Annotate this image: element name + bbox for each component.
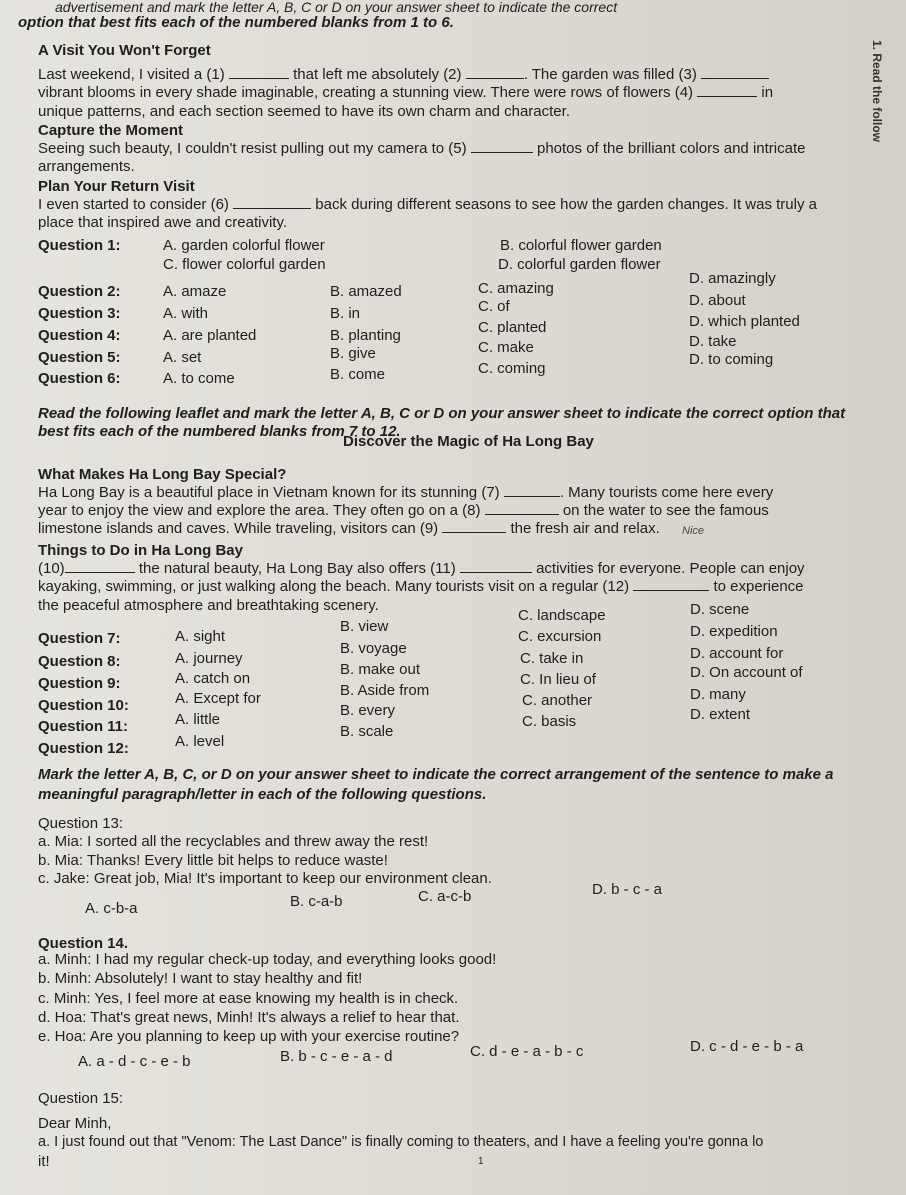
option-c[interactable]: C. a-c-b xyxy=(418,888,472,905)
passage1-line-2 xyxy=(38,84,773,102)
leaflet-line-6: the peaceful atmosphere and breathtaking scenery. xyxy=(38,597,379,614)
passage1-line-5: arrangements. xyxy=(38,158,135,175)
leaflet-text: activities for everyone. People can enjoy xyxy=(536,560,805,577)
passage1-text: Seeing such beauty, I couldn't resist pulling out my camera to (5) xyxy=(38,140,467,157)
line-c: c. Jake: Great job, Mia! It's important to keep our environment clean. xyxy=(38,870,492,887)
option-d[interactable]: D. account for xyxy=(690,645,784,662)
option-b[interactable]: B. amazed xyxy=(330,283,402,300)
option-b[interactable]: B. view xyxy=(340,618,389,635)
option-b[interactable]: B. make out xyxy=(340,661,421,678)
blank-7 xyxy=(504,484,560,497)
option-a[interactable]: A. are planted xyxy=(163,327,257,344)
passage1-text: Last weekend, I visited a (1) xyxy=(38,66,225,83)
blank-11 xyxy=(460,560,532,573)
blank-3 xyxy=(701,66,769,79)
option-d[interactable]: D. scene xyxy=(690,601,750,618)
line-a: a. I just found out that "Venom: The Last Dance" is finally coming to theaters, and I have a feeling you're gonna lo xyxy=(38,1134,764,1150)
question-label: Question 4: xyxy=(38,327,121,344)
option-d[interactable]: D. On account of xyxy=(690,664,803,681)
option-a[interactable]: A. journey xyxy=(175,650,243,667)
passage1-line-3: unique patterns, and each section seemed to have its own charm and character. xyxy=(38,103,570,120)
passage1-text: in xyxy=(761,84,774,101)
blank-10 xyxy=(65,560,135,573)
passage1-text: photos of the brilliant colors and intricate xyxy=(536,140,806,157)
option-b[interactable]: B. come xyxy=(330,366,386,383)
blank-8 xyxy=(485,502,559,515)
question-label: Question 1: xyxy=(38,237,121,254)
question-label: Question 15: xyxy=(38,1090,124,1107)
question-label: Question 9: xyxy=(38,675,121,692)
leaflet-text: kayaking, swimming, or just walking along the beach. Many tourists visit on a regular (12) xyxy=(38,578,630,595)
question-label: Question 11: xyxy=(38,718,129,735)
blank-6 xyxy=(233,196,311,209)
option-d[interactable]: D. which planted xyxy=(689,313,800,330)
line-b: b. Minh: Absolutely! I want to stay healthy and fit! xyxy=(38,970,363,987)
passage1-text: that left me absolutely (2) xyxy=(293,66,462,83)
leaflet-text: (10) xyxy=(38,560,65,577)
passage1-text: . The garden was filled (3) xyxy=(523,66,697,83)
header-line-1: advertisement and mark the letter A, B, C or D on your answer sheet to indicate the correct xyxy=(55,0,618,15)
side-text: 1. Read the follow xyxy=(870,40,884,143)
leaflet-subtitle-2: Things to Do in Ha Long Bay xyxy=(38,542,243,559)
option-a[interactable]: A. a - d - c - e - b xyxy=(78,1053,191,1070)
option-d[interactable]: D. about xyxy=(689,292,746,309)
option-d[interactable]: D. expedition xyxy=(690,623,778,640)
blank-9 xyxy=(442,520,506,533)
letter-greeting: Dear Minh, xyxy=(38,1115,112,1132)
line-c: c. Minh: Yes, I feel more at ease knowing my health is in check. xyxy=(38,990,459,1007)
passage1-line-6 xyxy=(38,196,817,214)
question-label: Question 5: xyxy=(38,349,121,366)
option-c[interactable]: C. another xyxy=(522,692,593,709)
option-c[interactable]: C. make xyxy=(478,339,534,356)
passage1-text: I even started to consider (6) xyxy=(38,196,229,213)
question-label: Question 2: xyxy=(38,283,121,300)
passage1-text: back during different seasons to see how the garden changes. It was truly a xyxy=(315,196,817,213)
option-b[interactable]: B. colorful flower garden xyxy=(500,237,662,254)
header-line-2: option that best fits each of the numbered blanks from 1 to 6. xyxy=(18,14,454,31)
option-b[interactable]: B. c-a-b xyxy=(290,893,343,910)
question-label: Question 7: xyxy=(38,630,121,647)
passage1-text: vibrant blooms in every shade imaginable, creating a stunning view. There were rows of flowers (4) xyxy=(38,84,694,101)
leaflet-text: the natural beauty, Ha Long Bay also offers (11) xyxy=(138,560,456,577)
option-a[interactable]: A. sight xyxy=(175,628,226,645)
passage1-line-7: place that inspired awe and creativity. xyxy=(38,214,288,231)
option-b[interactable]: B. every xyxy=(340,702,396,719)
option-d[interactable]: D. extent xyxy=(690,706,751,723)
page-number: 1 xyxy=(478,1156,484,1167)
option-b[interactable]: B. in xyxy=(330,305,361,322)
leaflet-line-2 xyxy=(38,502,769,520)
blank-4 xyxy=(697,84,757,97)
leaflet-line-3 xyxy=(38,520,660,538)
option-b[interactable]: B. Aside from xyxy=(340,682,430,699)
question-label: Question 13: xyxy=(38,815,124,832)
line-tail: it! xyxy=(38,1153,50,1170)
option-c[interactable]: C. take in xyxy=(520,650,584,667)
option-a[interactable]: A. with xyxy=(163,305,209,322)
question-label: Question 8: xyxy=(38,653,121,670)
option-a[interactable]: A. garden colorful flower xyxy=(163,237,325,254)
option-d[interactable]: D. to coming xyxy=(689,351,774,368)
passage1-subtitle-1: Capture the Moment xyxy=(38,122,184,139)
leaflet-text: Ha Long Bay is a beautiful place in Vietnam known for its stunning (7) xyxy=(38,484,500,501)
option-a[interactable]: A. catch on xyxy=(175,670,251,687)
question-label: Question 14. xyxy=(38,935,129,952)
leaflet-subtitle-1: What Makes Ha Long Bay Special? xyxy=(38,466,287,483)
leaflet-text: the fresh air and relax. xyxy=(510,520,660,537)
option-d[interactable]: D. colorful garden flower xyxy=(498,256,661,273)
question-label: Question 3: xyxy=(38,305,121,322)
line-b: b. Mia: Thanks! Every little bit helps to reduce waste! xyxy=(38,852,388,869)
line-d: d. Hoa: That's great news, Minh! It's always a relief to hear that. xyxy=(38,1009,460,1026)
option-c[interactable]: C. excursion xyxy=(518,628,602,645)
leaflet-line-1 xyxy=(38,484,773,502)
instruction-2-line-2: best fits each of the numbered blanks from 7 to 12. xyxy=(38,423,401,440)
option-c[interactable]: C. landscape xyxy=(518,607,606,624)
option-c[interactable]: C. d - e - a - b - c xyxy=(470,1043,584,1060)
option-d[interactable]: D. many xyxy=(690,686,746,703)
option-d[interactable]: D. amazingly xyxy=(689,270,776,287)
leaflet-title: Discover the Magic of Ha Long Bay xyxy=(343,433,594,450)
option-a[interactable]: A. c-b-a xyxy=(85,900,138,917)
option-a[interactable]: A. little xyxy=(175,711,221,728)
option-c[interactable]: C. coming xyxy=(478,360,546,377)
option-b[interactable]: B. give xyxy=(330,345,376,362)
leaflet-line-5 xyxy=(38,578,804,596)
option-b[interactable]: B. planting xyxy=(330,327,401,344)
leaflet-line-4 xyxy=(38,560,805,578)
passage1-line-1 xyxy=(38,66,769,84)
instruction-2-line-1: Read the following leaflet and mark the letter A, B, C or D on your answer sheet to indicate the correct option that xyxy=(38,405,846,422)
option-b[interactable]: B. voyage xyxy=(340,640,407,657)
option-d[interactable]: D. c - d - e - b - a xyxy=(690,1038,804,1055)
option-a[interactable]: A. set xyxy=(163,349,202,366)
option-a[interactable]: A. Except for xyxy=(175,690,261,707)
blank-2 xyxy=(466,66,524,79)
leaflet-text: on the water to see the famous xyxy=(562,502,769,519)
option-b[interactable]: B. scale xyxy=(340,723,394,740)
option-a[interactable]: A. amaze xyxy=(163,283,227,300)
option-c[interactable]: C. of xyxy=(478,298,510,315)
option-d[interactable]: D. b - c - a xyxy=(592,881,663,898)
passage1-title: A Visit You Won't Forget xyxy=(38,42,211,59)
blank-5 xyxy=(471,140,533,153)
handwritten-note: Nice xyxy=(682,525,705,537)
line-e: e. Hoa: Are you planning to keep up with your exercise routine? xyxy=(38,1028,460,1045)
passage1-subtitle-2: Plan Your Return Visit xyxy=(38,178,195,195)
leaflet-text: limestone islands and caves. While traveling, visitors can (9) xyxy=(38,520,439,537)
option-c[interactable]: C. flower colorful garden xyxy=(163,256,326,273)
question-label: Question 10: xyxy=(38,697,129,714)
leaflet-text: to experience xyxy=(713,578,804,595)
option-a[interactable]: A. to come xyxy=(163,370,235,387)
side-margin-text xyxy=(870,30,906,190)
question-label: Question 6: xyxy=(38,370,121,387)
line-a: a. Minh: I had my regular check-up today, and everything looks good! xyxy=(38,951,497,968)
line-a: a. Mia: I sorted all the recyclables and threw away the rest! xyxy=(38,833,429,850)
option-d[interactable]: D. take xyxy=(689,333,737,350)
option-c[interactable]: C. planted xyxy=(478,319,547,336)
instruction-3-line-2: meaningful paragraph/letter in each of the following questions. xyxy=(38,786,487,803)
option-c[interactable]: C. basis xyxy=(522,713,577,730)
instruction-3-line-1: Mark the letter A, B, C, or D on your answer sheet to indicate the correct arrangement of the sentence to make a xyxy=(38,766,834,783)
blank-12 xyxy=(633,578,709,591)
option-c[interactable]: C. In lieu of xyxy=(520,671,596,688)
leaflet-text: . Many tourists come here every xyxy=(559,484,774,501)
leaflet-text: year to enjoy the view and explore the area. They often go on a (8) xyxy=(38,502,481,519)
blank-1 xyxy=(229,66,289,79)
option-c[interactable]: C. amazing xyxy=(478,280,554,297)
question-label: Question 12: xyxy=(38,740,129,757)
passage1-line-4 xyxy=(38,140,805,158)
option-b[interactable]: B. b - c - e - a - d xyxy=(280,1048,393,1065)
option-a[interactable]: A. level xyxy=(175,733,225,750)
